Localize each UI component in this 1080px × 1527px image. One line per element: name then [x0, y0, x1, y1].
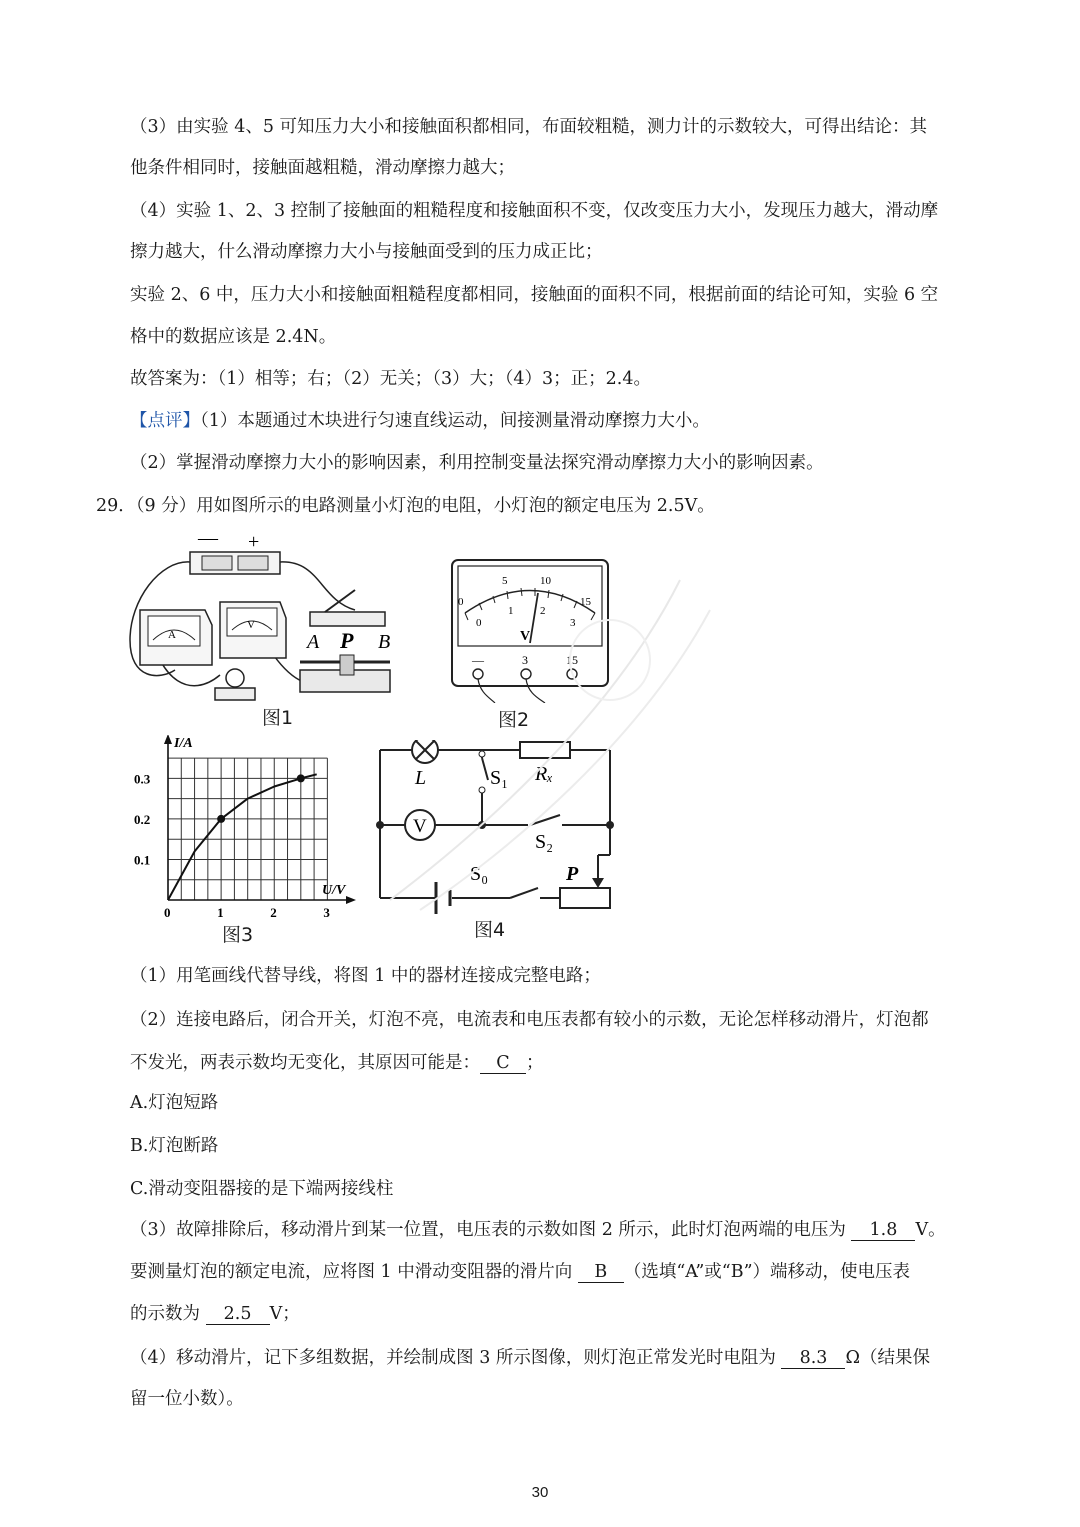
question-2-line1: （2）连接电路后，闭合开关，灯泡不亮，电流表和电压表都有较小的示数，无论怎样移动滑片，灯泡都 — [130, 1010, 929, 1030]
dial-lower-tick-3: 3 — [570, 617, 576, 629]
question-4-text1: （4）移动滑片，记下多组数据，并绘制成图 3 所示图像，则灯泡正常发光时电阻为 — [130, 1348, 776, 1368]
terminal-3: 3 — [522, 653, 528, 667]
dial-upper-tick-5: 5 — [502, 575, 508, 587]
paragraph-3-line1: （3）由实验 4、5 可知压力大小和接触面积都相同，布面较粗糙，测力计的示数较大，可得出结论：其 — [130, 117, 928, 137]
dial-upper-tick-0: 0 — [458, 596, 464, 608]
figure-3-iu-graph — [130, 735, 360, 920]
rheostat-label-P: P — [340, 628, 354, 653]
question-2-line2 — [130, 1050, 544, 1076]
answer-blank-3a: 1.8 — [851, 1220, 915, 1241]
figure-2-caption: 图2 — [498, 709, 530, 731]
answer-blank-2: C — [480, 1053, 526, 1074]
question-3-line2 — [130, 1259, 910, 1285]
x-tick-label: 2 — [270, 905, 277, 920]
paragraph-4-line1: （4）实验 1、2、3 控制了接触面的粗糙程度和接触面积不变，仅改变压力大小，发现压力越大，滑动摩 — [130, 201, 939, 221]
y-axis-label: I/A — [174, 736, 193, 751]
comment-text1: （1）本题通过木块进行匀速直线运动，间接测量滑动摩擦力大小。 — [200, 411, 710, 431]
paragraph-3-line2: 他条件相同时，接触面越粗糙，滑动摩擦力越大； — [130, 158, 515, 178]
question-3-text3: 的示数为 — [130, 1304, 200, 1324]
answer-summary: 故答案为：（1）相等；右；（2）无关；（3）大；（4）3；正；2.4。 — [130, 369, 651, 389]
schematic-label-L: L — [415, 767, 427, 789]
question-2-text: 不发光，两表示数均无变化，其原因可能是： — [130, 1053, 480, 1073]
option-a: A.灯泡短路 — [130, 1093, 219, 1113]
y-tick-label: 0.1 — [134, 852, 151, 868]
x-axis-label: U/V — [322, 883, 346, 898]
schematic-label-S0: S₀ — [470, 863, 489, 885]
question-3-text1: （3）故障排除后，移动滑片到某一位置，电压表的示数如图 2 所示，此时灯泡两端的电压为 — [130, 1220, 846, 1240]
battery-minus: — — [198, 530, 218, 549]
figure-4-caption: 图4 — [474, 919, 506, 941]
question-29-title: 29．（9 分）用如图所示的电路测量小灯泡的电阻，小灯泡的额定电压为 2.5V。 — [96, 496, 715, 516]
schematic-label-P: P — [566, 863, 579, 885]
question-3-text2: 要测量灯泡的额定电流，应将图 1 中滑动变阻器的滑片向 — [130, 1262, 573, 1282]
schematic-label-S1: S₁ — [490, 767, 509, 789]
terminal-minus: — — [472, 653, 484, 667]
question-3-tail3: V； — [269, 1304, 300, 1324]
x-tick-label: 3 — [323, 905, 330, 920]
page-number: 30 — [531, 1484, 549, 1501]
x-tick-label: 0 — [164, 905, 171, 920]
answer-blank-3c: 2.5 — [206, 1304, 270, 1325]
question-1: （1）用笔画线代替导线，将图 1 中的器材连接成完整电路； — [130, 966, 601, 986]
comment-tag: 【点评】 — [130, 411, 200, 431]
question-4-line2: 留一位小数）。 — [130, 1389, 244, 1409]
dial-lower-tick-1: 1 — [508, 605, 514, 617]
rheostat-label-B: B — [378, 631, 391, 653]
y-tick-label: 0.2 — [134, 811, 151, 827]
terminal-15: 15 — [566, 653, 578, 667]
figure-1-apparatus — [120, 530, 440, 710]
question-3-tail1: V。 — [915, 1220, 946, 1240]
schematic-label-S2: S₂ — [535, 831, 554, 853]
question-3-tail2: （选填“A”或“B”）端移动，使电压表 — [623, 1262, 911, 1282]
dial-upper-tick-10: 10 — [540, 575, 551, 587]
option-b: B.灯泡断路 — [130, 1136, 219, 1156]
question-2-tail: ； — [526, 1053, 544, 1073]
schematic-label-Rx: Rₓ — [535, 763, 553, 785]
schematic-voltmeter-label: V — [413, 816, 427, 837]
ammeter-label: A — [168, 629, 176, 641]
option-c: C.滑动变阻器接的是下端两接线柱 — [130, 1179, 394, 1199]
battery-plus: + — [248, 531, 260, 553]
answer-blank-4: 8.3 — [781, 1348, 845, 1369]
y-axis-arrow — [164, 735, 172, 744]
figure-2-voltmeter — [450, 558, 610, 703]
dial-unit: V — [520, 629, 531, 644]
question-3-line1 — [130, 1217, 946, 1243]
dial-upper-tick-15: 15 — [580, 596, 591, 608]
voltmeter-label: V — [247, 619, 255, 631]
answer-blank-3b: B — [578, 1262, 624, 1283]
question-3-line3 — [130, 1301, 300, 1327]
rheostat-label-A: A — [307, 631, 320, 653]
comment-line2: （2）掌握滑动摩擦力大小的影响因素，利用控制变量法探究滑动摩擦力大小的影响因素。 — [130, 453, 824, 473]
question-4-line1 — [130, 1345, 930, 1371]
figure-4-schematic — [370, 740, 620, 925]
x-axis-arrow — [346, 896, 356, 904]
figure-3-caption: 图3 — [222, 924, 254, 946]
paragraph-5-line2: 格中的数据应该是 2.4N。 — [130, 327, 337, 347]
question-4-tail1: Ω（结果保 — [845, 1348, 930, 1368]
paragraph-4-line2: 擦力越大，什么滑动摩擦力大小与接触面受到的压力成正比； — [130, 242, 603, 262]
data-point — [217, 815, 225, 823]
data-point — [297, 774, 305, 782]
x-tick-label: 1 — [217, 905, 224, 920]
paragraph-5-line1: 实验 2、6 中，压力大小和接触面粗糙程度都相同，接触面的面积不同，根据前面的结论可知，实验 6 空 — [130, 285, 939, 305]
comment-line1 — [130, 408, 710, 434]
y-tick-label: 0.3 — [134, 771, 151, 787]
iu-curve — [168, 774, 317, 900]
figure-1-caption: 图1 — [262, 707, 294, 729]
dial-lower-tick-0: 0 — [476, 617, 482, 629]
dial-lower-tick-2: 2 — [540, 605, 546, 617]
